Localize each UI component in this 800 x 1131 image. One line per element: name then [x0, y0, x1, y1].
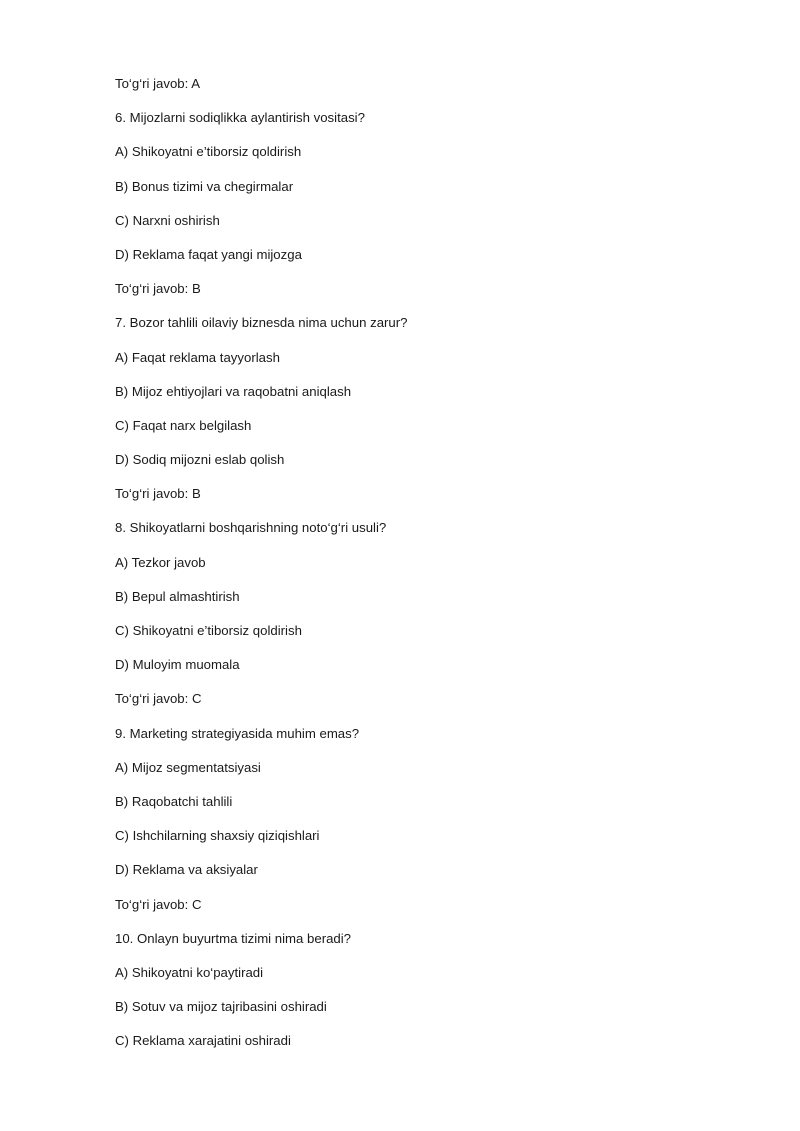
option-c: C) Faqat narx belgilash	[115, 417, 252, 433]
option-c: C) Ishchilarning shaxsiy qiziqishlari	[115, 828, 320, 844]
question-8: 8. Shikoyatlarni boshqarishning noto‘g‘ri usuli?	[115, 520, 387, 536]
option-a: A) Faqat reklama tayyorlash	[115, 349, 280, 365]
question-6: 6. Mijozlarni sodiqlikka aylantirish vositasi?	[115, 110, 365, 126]
option-d: D) Reklama va aksiyalar	[115, 862, 258, 878]
option-b: B) Bonus tizimi va chegirmalar	[115, 178, 294, 194]
option-c: C) Shikoyatni e’tiborsiz qoldirish	[115, 623, 302, 638]
option-c: C) Reklama xarajatini oshiradi	[115, 1033, 291, 1049]
option-b: B) Mijoz ehtiyojlari va raqobatni aniqlash	[115, 383, 352, 399]
option-d: D) Muloyim muomala	[115, 657, 240, 673]
answer-line: To‘g‘ri javob: B	[115, 281, 201, 297]
question-9: 9. Marketing strategiyasida muhim emas?	[115, 725, 360, 741]
option-d: D) Sodiq mijozni eslab qolish	[115, 452, 285, 468]
option-c: C) Narxni oshirish	[115, 212, 220, 228]
option-a: A) Shikoyatni e’tiborsiz qoldirish	[115, 144, 302, 160]
option-a: A) Mijoz segmentatsiyasi	[115, 759, 261, 775]
answer-line: To‘g‘ri javob: C	[115, 691, 202, 707]
question-10: 10. Onlayn buyurtma tizimi nima beradi?	[115, 930, 352, 946]
question-7: 7. Bozor tahlili oilaviy biznesda nima uchun zarur?	[115, 315, 408, 331]
option-b: B) Sotuv va mijoz tajribasini oshiradi	[115, 999, 327, 1015]
answer-line: To‘g‘ri javob: A	[115, 76, 201, 91]
answer-line: To‘g‘ri javob: B	[115, 486, 201, 502]
option-d: D) Reklama faqat yangi mijozga	[115, 246, 302, 262]
option-b: B) Bepul almashtirish	[115, 588, 240, 604]
option-b: B) Raqobatchi tahlili	[115, 793, 233, 809]
quiz-content	[115, 75, 715, 1066]
option-a: A) Shikoyatni ko‘paytiradi	[115, 964, 264, 980]
option-a: A) Tezkor javob	[115, 554, 206, 570]
answer-line: To‘g‘ri javob: C	[115, 896, 202, 912]
